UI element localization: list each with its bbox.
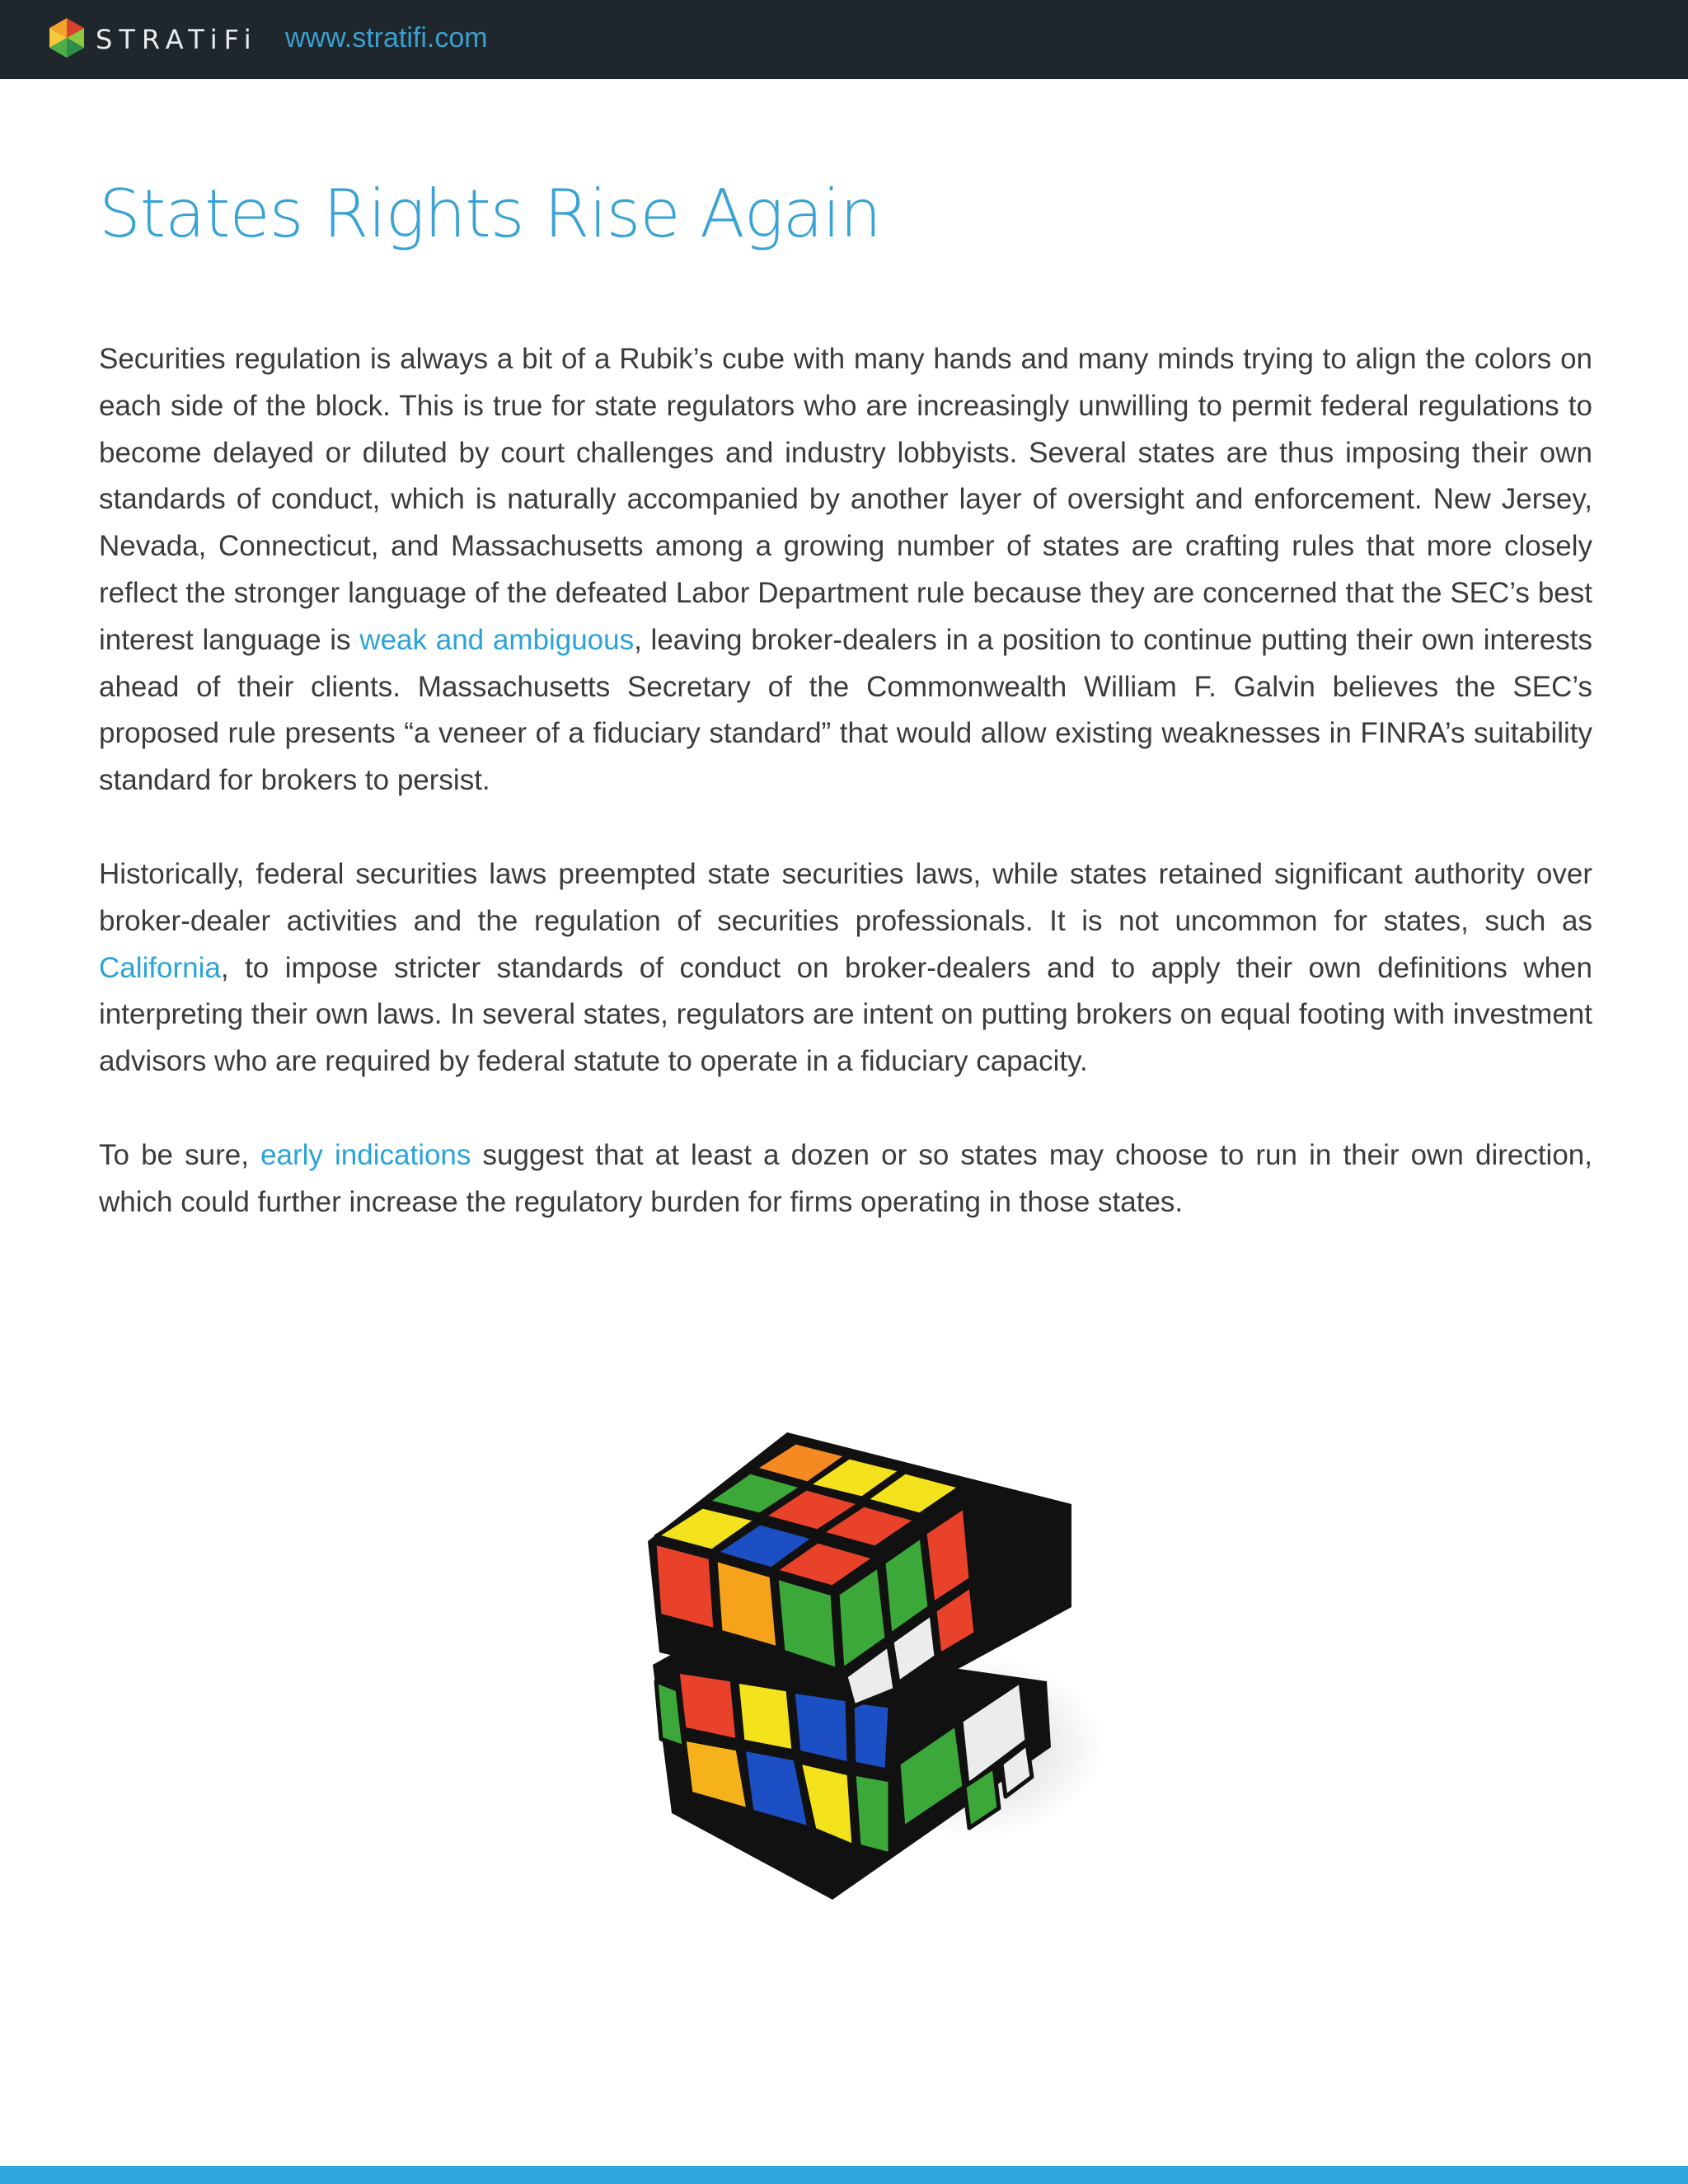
paragraph-2-text-b: , to impose stricter standards of conduct on broker-dealers and to apply their own definitions when interpreting their own laws. In several states, regulators are intent on putting brokers on equal footing with investment advisors who are required by federal statute to operate in a fiduciary capacity. — [99, 951, 1592, 1078]
paragraph-1-text-b: , leaving broker-dealers in a position to continue putting their own interests ahead of their clients. Massachusetts Secretary of the Commonwealth William F. Galvin believes the SEC’s proposed rule presents “a veneer of a fiduciary standard” that would allow existing weaknesses in FINRA’s suitability standard for brokers to persist. — [99, 623, 1592, 797]
paragraph-1 — [99, 336, 1592, 804]
site-url-link[interactable]: www.stratifi.com — [285, 22, 488, 54]
early-indications-link[interactable]: early indications — [260, 1138, 471, 1171]
article-body — [99, 336, 1592, 1273]
paragraph-3-text-b: suggest that at least a dozen or so states may choose to run in their own direction, which could further increase the regulatory burden for firms operating in those states. — [99, 1138, 1592, 1218]
paragraph-3 — [99, 1132, 1592, 1226]
rubiks-cube-image — [626, 1418, 1187, 1912]
article-title: States Rights Rise Again — [99, 176, 881, 252]
paragraph-1-text-a: Securities regulation is always a bit of a Rubik’s cube with many hands and many minds trying to align the colors on each side of the block. This is true for state regulators who are increasingly unwilling to permit federal regulations to become delayed or diluted by court challenges and industry lobbyists. Several states are thus imposing their own standards of conduct, which is naturally accompanied by another layer of oversight and enforcement. New Jersey, Nevada, Connecticut, and Massachusetts among a growing number of states are crafting rules that more closely reflect the stronger language of the defeated Labor Department rule because they are concerned that the SEC’s best interest language is — [99, 343, 1592, 656]
stratifi-logo-icon — [48, 16, 86, 59]
header-bar — [0, 0, 1688, 79]
brand-name: STRATiFi — [96, 24, 258, 55]
rubiks-cube-icon — [626, 1418, 1187, 1912]
paragraph-3-text-a: To be sure, — [99, 1138, 261, 1171]
weak-and-ambiguous-link[interactable]: weak and ambiguous — [359, 623, 635, 656]
paragraph-2-text-a: Historically, federal securities laws preempted state securities laws, while states retained significant authority over broker-dealer activities and the regulation of securities professionals. It is not uncommon for states, such as — [99, 857, 1592, 937]
paragraph-2 — [99, 851, 1592, 1085]
footer-accent-bar — [0, 2166, 1688, 2184]
california-link[interactable]: California — [99, 951, 221, 984]
